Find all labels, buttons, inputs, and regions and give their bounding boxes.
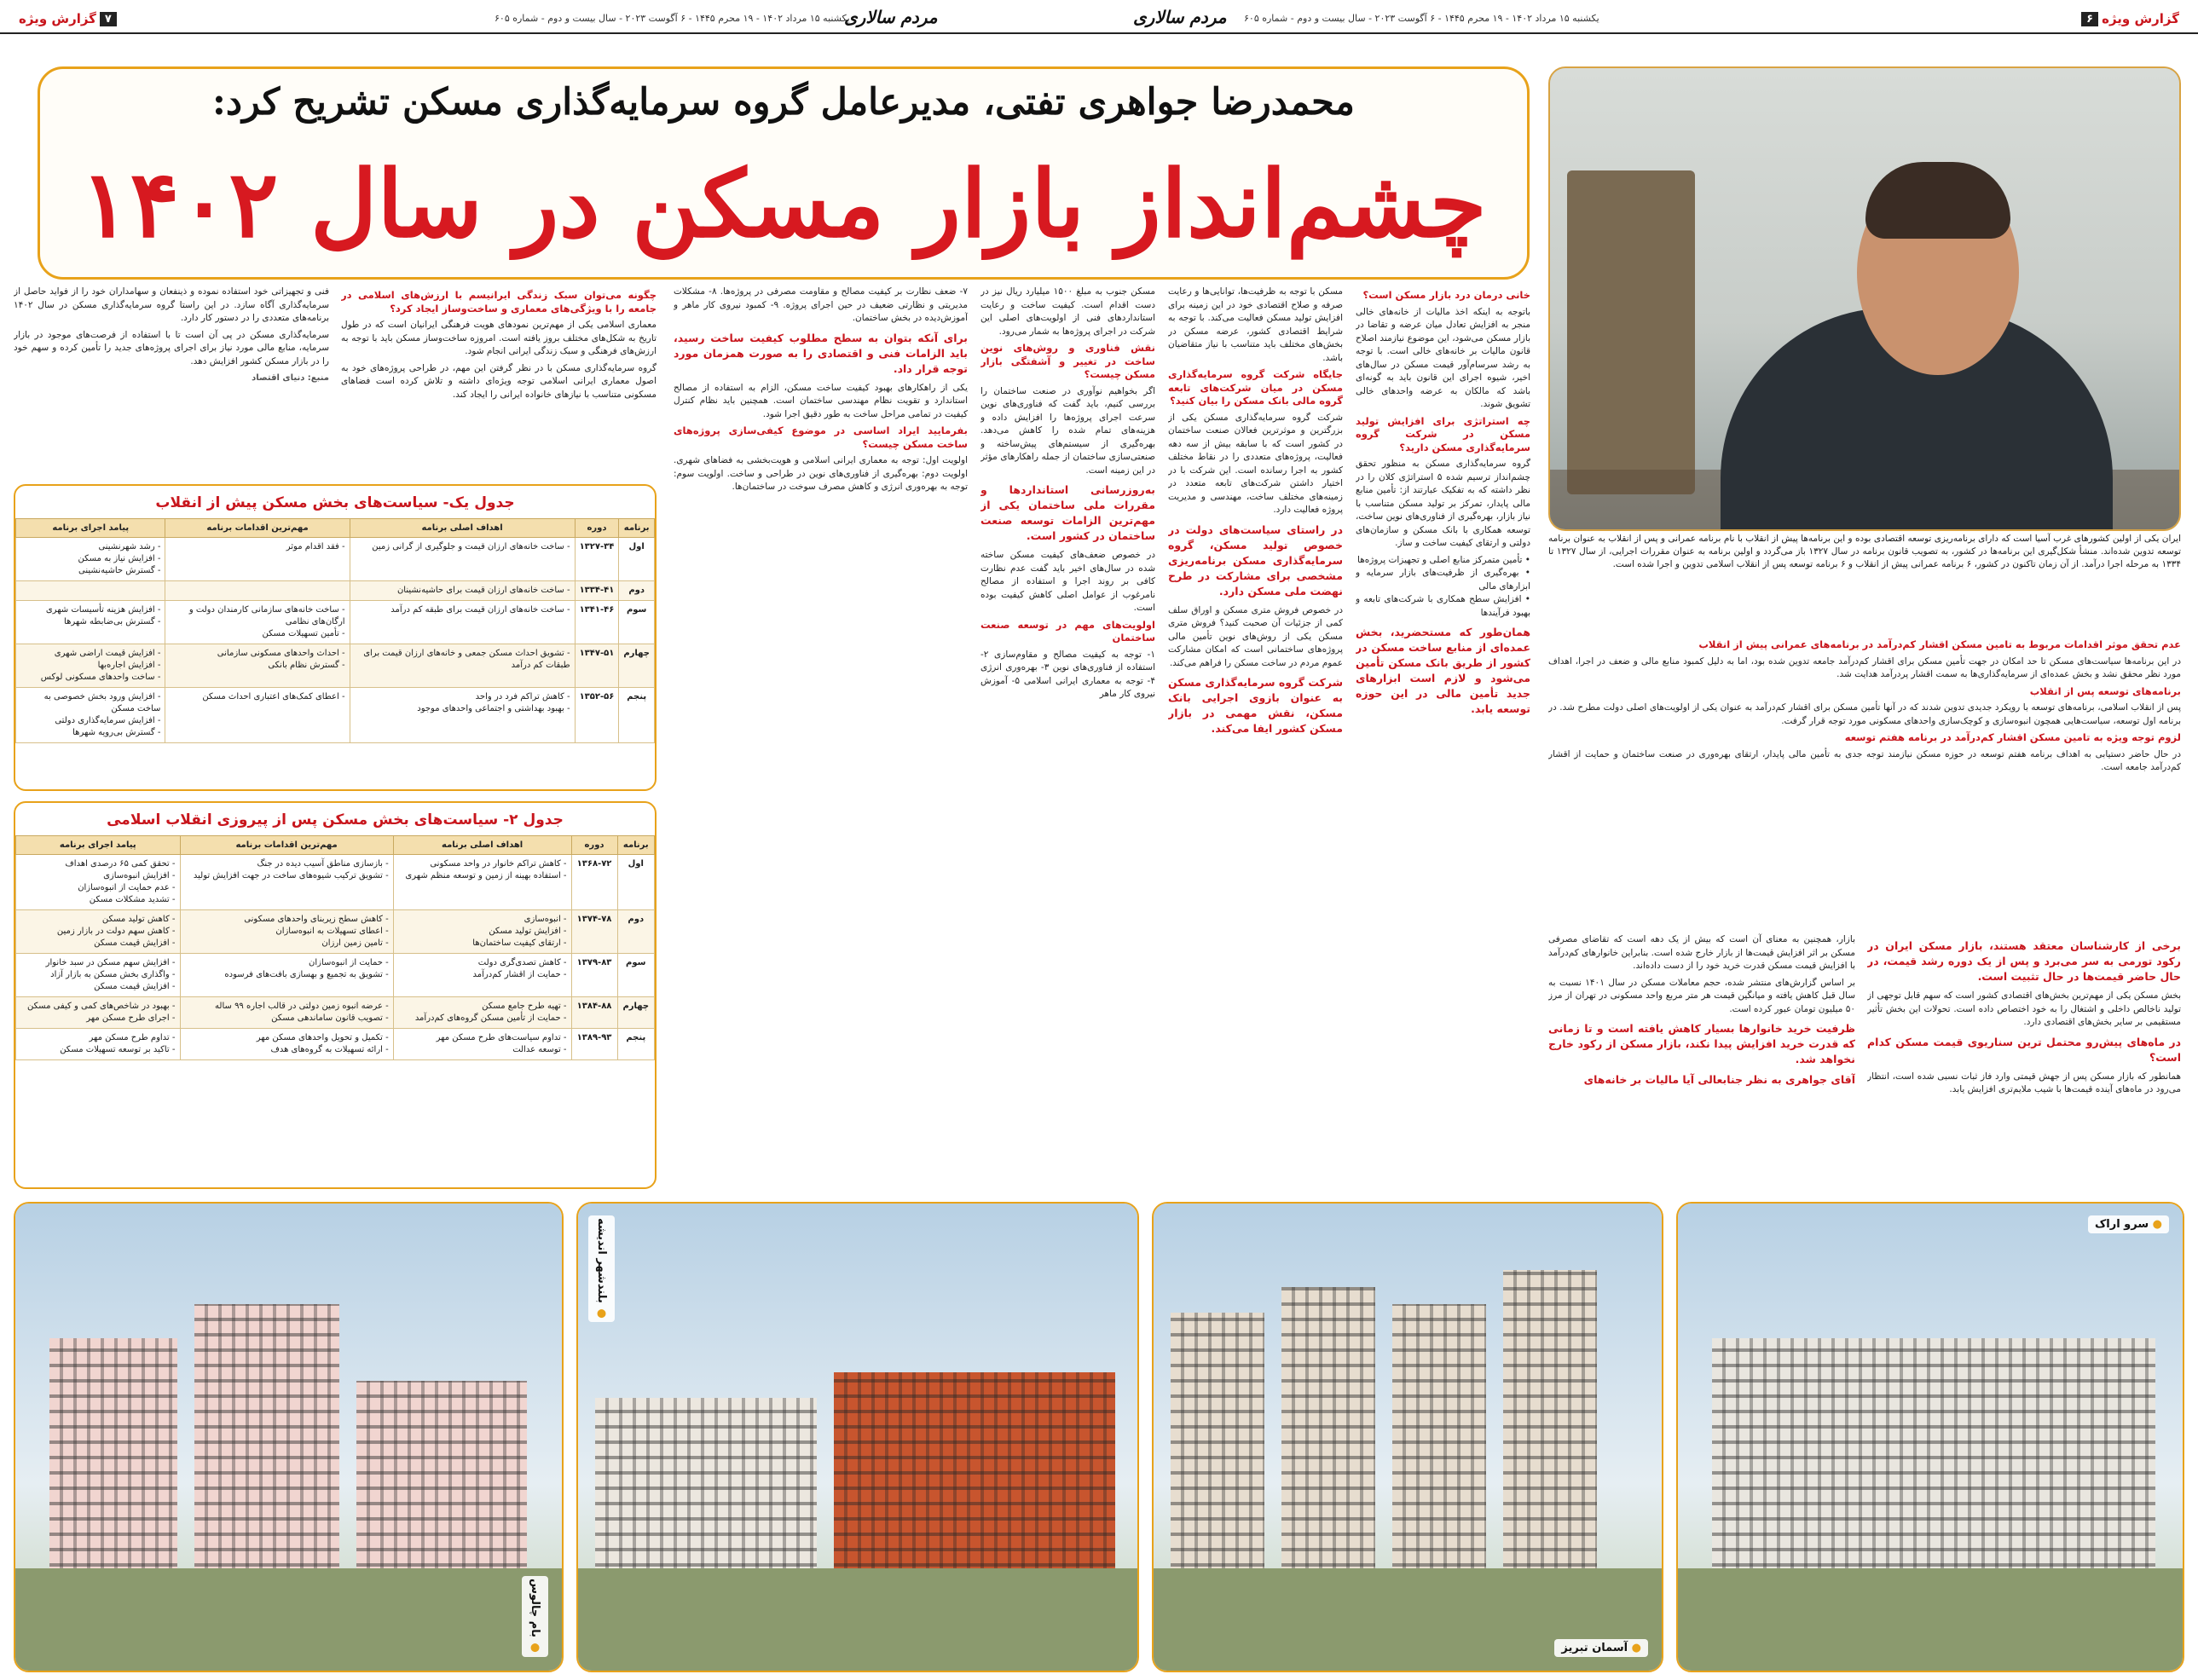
table-cell: - احداث واحدهای مسکونی سازمانی - گسترش نظام بانکی	[165, 644, 350, 688]
table-cell: ۱۳۷۹-۸۳	[571, 954, 617, 997]
table-header-cell: مهم‌ترین اقدامات برنامه	[180, 836, 393, 855]
article-column-4	[674, 286, 968, 1189]
pull-quote: به‌روزرسانی استانداردها و مقررات ملی ساختمان یکی از مهم‌ترین الزامات توسعه صنعت ساختمان در کشور است.	[980, 483, 1155, 542]
table-row	[16, 538, 655, 581]
building-shape	[1503, 1270, 1597, 1594]
paragraph: در خصوص ضعف‌های کیفیت مسکن ساخته شده در سال‌های اخیر باید گفت عدم نظارت کافی بر روند اجرا و استفاده از مصالح نامرغوب از عوامل اصلی کاهش کیفیت بوده است.	[980, 550, 1155, 613]
table-header-cell: دوره	[571, 836, 617, 855]
subheading: لزوم توجه ویژه به تامین مسکن اقشار کم‌درآمد در برنامه هفتم توسعه	[1844, 731, 2181, 743]
paragraph: در حال حاضر دستیابی به اهداف برنامه هفتم توسعه در حوزه مسکن نیازمند توجه جدی به تأمین مالی پایدار، ارتقای بهره‌وری در صنعت ساختمان و حمایت از اقشار کم‌درآمد جامعه است.	[1548, 748, 2181, 772]
project-photo-bam-chalus	[14, 1202, 564, 1672]
left-brand-logo: مردم سالاری	[844, 7, 938, 27]
left-section-label: گزارش ویژه	[19, 11, 96, 26]
photo-caption-1: ● سرو اراک	[2088, 1215, 2169, 1233]
photo-caption-3-text: بلندشهر اندیشه	[595, 1218, 608, 1303]
left-dateline: یکشنبه ۱۵ مرداد ۱۴۰۲ - ۱۹ محرم ۱۴۴۵ - ۶ آگوست ۲۰۲۳ - سال بیست و دوم - شماره ۶۰۵	[495, 13, 850, 24]
table-cell: - ساخت خانه‌های ارزان قیمت برای طبقه کم درآمد	[350, 601, 575, 644]
table-cell: - اعطای کمک‌های اعتباری احداث مسکن	[165, 688, 350, 743]
paragraph: پس از انقلاب اسلامی، برنامه‌های توسعه با رویکرد جدیدی تدوین شدند که در آنها تأمین مسکن برای اقشار کم‌درآمد به عنوان یکی از اولویت‌های اصلی دولت مطرح شد. در برنامه اول توسعه، سیاست‌هایی همچون انبوه‌سازی و کوچک‌سازی واحدهای مسکونی مورد توجه قرار گرفت.	[1548, 702, 2181, 726]
photo-caption-2-text: آسمان تبریز	[1561, 1642, 1628, 1654]
intro-paragraph: ایران یکی از اولین کشورهای غرب آسیا است که دارای برنامه‌ریزی توسعه اقتصادی بوده و این برنامه‌ها پیش از انقلاب با نام برنامه عمرانی و پس از انقلاب به عنوان برنامه توسعه تدوین شده‌اند. منشأ شکل‌گیری این برنامه‌ها در کشور، به تصویب قانون برنامه در سال ۱۳۲۷ باز می‌گردد و اولین برنامه به عنوان مقررات اجرایی، از سال ۱۳۲۷ تا ۱۳۳۴ به مرحله اجرا درآمد. از آن زمان تاکنون در کشور، ۶ برنامه عمرانی پیش از انقلاب و ۶ برنامه توسعه پس از انقلاب اسلامی تدوین و اجرا شده است.	[1548, 534, 2181, 569]
table-cell: ۱۳۶۸-۷۲	[571, 855, 617, 910]
subheading: عدم تحقق موثر اقدامات مربوط به تامین مسکن اقشار کم‌درآمد در برنامه‌های عمرانی پیش از انقلاب	[1698, 638, 2181, 650]
table-cell: - کاهش تراکم فرد در واحد - بهبود بهداشتی و اجتماعی واحدهای موجود	[350, 688, 575, 743]
paragraph: ۷- ضعف نظارت بر کیفیت مصالح و مقاومت مصرفی در پروژه‌ها. ۸- مشکلات مدیریتی و نظارتی ضعیف در حین اجرای پروژه. ۹- کمبود نیروی کار ماهر و آموزش‌دیده در بخش ساختمان.	[674, 286, 968, 323]
table-cell: ۱۳۲۷-۳۴	[575, 538, 619, 581]
table-row	[16, 954, 655, 997]
headline-box	[38, 66, 1530, 280]
table-header-cell: برنامه	[619, 519, 655, 538]
table-cell	[165, 581, 350, 601]
paragraph: در این برنامه‌ها سیاست‌های مسکن تا حد امکان در جهت تأمین مسکن برای اقشار کم‌درآمد جامعه تدوین شده بود، اما به دلیل کمبود منابع مالی و ضعف در اجرا، اهداف مورد نظر محقق نشد و بخش عمده‌ای از سرمایه‌گذاری‌ها به سمت اقشار پردرآمد هدایت شد.	[1548, 655, 2181, 679]
table-cell: - عرضه انبوه زمین دولتی در قالب اجاره ۹۹ ساله - تصویب قانون ساماندهی مسکن	[180, 997, 393, 1029]
paragraph: اولویت اول: توجه به معماری ایرانی اسلامی و هویت‌بخشی به فضاهای شهری. اولویت دوم: بهره‌گیری از فناوری‌های نوین در طراحی و ساخت. اولویت سوم: توجه به بهره‌وری انرژی و کاهش مصرف سوخت در ساختمان‌ها.	[674, 455, 968, 492]
paragraph: فنی و تجهیزاتی خود استفاده نموده و ذینفعان و سهامداران خود را از فواید حاصل از سرمایه‌گذاری آگاه سازد. در این راستا گروه سرمایه‌گذاری مسکن در سال ۱۴۰۲ برنامه‌های متعددی را در دستور کار دارد.	[14, 286, 329, 323]
table-header-cell: دوره	[575, 519, 619, 538]
table-cell: - تداوم سیاست‌های طرح مسکن مهر - توسعه عدالت	[393, 1029, 571, 1060]
table-cell: - بازسازی مناطق آسیب دیده در جنگ - تشویق ترکیب شیوه‌های ساخت در جهت افزایش تولید	[180, 855, 393, 910]
table-cell: - افزایش سهم مسکن در سبد خانوار - واگذاری بخش مسکن به بازار آزاد - افزایش قیمت مسکن	[16, 954, 181, 997]
table-row	[16, 688, 655, 743]
table-cell: چهارم	[617, 997, 654, 1029]
table-cell: - افزایش ورود بخش خصوصی به ساخت مسکن - افزایش سرمایه‌گذاری دولتی - گسترش بی‌رویه شهرها	[16, 688, 165, 743]
article-column-9	[1548, 933, 1855, 1189]
paragraph: باتوجه به اینکه اخذ مالیات از خانه‌های خالی منجر به افزایش تعادل میان عرضه و تقاضا در بازار مسکن می‌شود، این موضوع نیازمند اصلاح قانون مالیات بر خانه‌های خالی است. با توجه به رشد سرسام‌آور قیمت مسکن در سال‌های اخیر، شیوه اجرای این قانون باید به گونه‌ای باشد که مالکان به عرضه واحدهای خالی تشویق شوند.	[1356, 306, 1530, 409]
right-section-tag	[2069, 9, 2188, 29]
table-cell: - افزایش هزینه تأسیسات شهری - گسترش بی‌ضابطه شهرها	[16, 601, 165, 644]
photo-ground	[15, 1568, 562, 1671]
photo-ground	[578, 1568, 1137, 1671]
table-row	[16, 644, 655, 688]
article-column-3	[980, 286, 1155, 1189]
table-cell: - بهبود در شاخص‌های کمی و کیفی مسکن - اجرای طرح مسکن مهر	[16, 997, 181, 1029]
pull-quote: ظرفیت خرید خانوارها بسیار کاهش یافته است و تا زمانی که قدرت خرید افزایش پیدا نکند، بازار مسکن از رکود خارج نخواهد شد.	[1548, 1022, 1855, 1065]
building-shape	[1392, 1304, 1486, 1594]
table-cell: - حمایت از انبوه‌سازان - تشویق به تجمیع و بهسازی بافت‌های فرسوده	[180, 954, 393, 997]
table-header-cell: اهداف اصلی برنامه	[350, 519, 575, 538]
table-cell: اول	[617, 855, 654, 910]
paragraph: مسکن با توجه به ظرفیت‌ها، توانایی‌ها و رعایت صرفه و صلاح اقتصادی خود در این زمینه برای افزایش تولید مسکن فعالیت می‌کند. با توجه به شرایط اقتصادی کشور، عرضه مسکن در بخش‌های مختلف باید متناسب با نیاز متقاضیان باشد.	[1168, 286, 1343, 363]
table-cell: سوم	[619, 601, 655, 644]
photo-ground	[1678, 1568, 2183, 1671]
article-column-7	[1548, 635, 2181, 925]
pull-quote: آقای جواهری به نظر جنابعالی آیا مالیات بر خانه‌های	[1583, 1073, 1855, 1086]
paragraph: ۱- توجه به کیفیت مصالح و مقاوم‌سازی ۲- استفاده از فناوری‌های نوین ۳- بهره‌وری انرژی ۴- توجه به معماری ایرانی اسلامی ۵- آموزش نیروی کار ماهر	[980, 649, 1155, 699]
article-column-6	[14, 286, 329, 473]
table-cell: - کاهش تولید مسکن - کاهش سهم دولت در بازار زمین - افزایش قیمت مسکن	[16, 910, 181, 954]
paragraph: سرمایه‌گذاری مسکن در پی آن است تا با استفاده از فرصت‌های موجود در بازار سرمایه، منابع مالی مورد نیاز برای اجرای پروژه‌های جدید را تأمین کرده و سهم خود را در بازار مسکن کشور افزایش دهد.	[14, 329, 329, 367]
table-1-title: جدول یک- سیاست‌های بخش مسکن پیش از انقلاب	[155, 494, 515, 511]
subheading: چه استراتژی برای افزایش تولید مسکن در شرکت گروه سرمایه‌گذاری مسکن دارید؟	[1356, 414, 1530, 453]
table-cell: پنجم	[617, 1029, 654, 1060]
table-cell: ۱۳۸۴-۸۸	[571, 997, 617, 1029]
table-cell: - تحقق کمی ۶۵ درصدی اهداف - افزایش انبوه‌سازی - عدم حمایت از انبوه‌سازان - تشدید مشکلات مسکن	[16, 855, 181, 910]
table-cell: - تداوم طرح مسکن مهر - تاکید بر توسعه تسهیلات مسکن	[16, 1029, 181, 1060]
left-section-tag	[10, 9, 129, 29]
table-cell: - فقد اقدام موثر	[165, 538, 350, 581]
article-column-8	[1867, 933, 2181, 1189]
pull-quote: شرکت گروه سرمایه‌گذاری مسکن به عنوان بازوی اجرایی بانک مسکن، نقش مهمی در بازار مسکن کشور ایفا می‌کند.	[1168, 676, 1343, 735]
table-cell: دوم	[619, 581, 655, 601]
table-2-title: جدول ۲- سیاست‌های بخش مسکن پس از پیروزی انقلاب اسلامی	[107, 811, 564, 828]
photo-caption-4: ● بام چالوس	[522, 1576, 548, 1657]
right-brand-logo: مردم سالاری	[1133, 7, 1227, 27]
table-row	[16, 910, 655, 954]
subheading: بفرمایید ایراد اساسی در موضوع کیفی‌سازی پروژه‌های ساخت مسکن چیست؟	[674, 424, 968, 450]
table-cell: ۱۳۴۱-۴۶	[575, 601, 619, 644]
pull-quote: همان‌طور که مستحضرید، بخش عمده‌ای از منابع ساخت مسکن در کشور از طریق بانک مسکن تأمین می‌شود و لازم است ابزارهای جدید تأمین مالی در این حوزه توسعه یابد.	[1356, 626, 1530, 715]
left-page-number: ۷	[100, 12, 117, 26]
table-row	[16, 855, 655, 910]
paragraph: یکی از راهکارهای بهبود کیفیت ساخت مسکن، الزام به استفاده از مصالح استاندارد و تقویت نظام مهندسی ساختمان است. همچنین باید نظام کنترل کیفیت در تمامی مراحل ساخت به طور دقیق اجرا شود.	[674, 382, 968, 419]
article-column-5	[341, 286, 657, 473]
photo-strip	[14, 1202, 2184, 1672]
pull-quote: در ماه‌های پیش‌رو محتمل ترین سناریوی قیمت مسکن کدام است؟	[1867, 1035, 2181, 1064]
paragraph: بر اساس گزارش‌های منتشر شده، حجم معاملات مسکن در سال ۱۴۰۱ نسبت به سال قبل کاهش یافته و میانگین قیمت هر متر مربع واحد مسکونی در تهران از مرز ۵۰ میلیون تومان عبور کرده است.	[1548, 977, 1855, 1014]
table-cell: اول	[619, 538, 655, 581]
building-shape	[194, 1304, 339, 1594]
right-section-label: گزارش ویژه	[2102, 11, 2179, 26]
photo-caption-4-text: بام چالوس	[529, 1579, 541, 1638]
table-row	[16, 1029, 655, 1060]
paragraph: بخش مسکن یکی از مهم‌ترین بخش‌های اقتصادی کشور است که سهم قابل توجهی از تولید ناخالص داخلی و اشتغال را به خود اختصاص داده است. تحولات این بخش تأثیر مستقیمی بر سایر بخش‌های اقتصادی دارد.	[1867, 990, 2181, 1027]
table-cell: دوم	[617, 910, 654, 954]
paragraph: بازار، همچنین به معنای آن است که بیش از یک دهه است که تقاضای مصرفی مسکن بر اثر افزایش قیمت‌ها از بازار خارج شده است. بنابراین خانوارهای کم‌درآمد با افزایش قیمت مسکن قدرت خرید خود را از دست داده‌اند.	[1548, 934, 1855, 971]
table-header-cell: پیامد اجرای برنامه	[16, 836, 181, 855]
project-photo-aseman-tabriz	[1152, 1202, 1663, 1672]
subheading: نقش فناوری و روش‌های نوین ساخت در تغییر و آشفتگی بازار مسکن چیست؟	[980, 342, 1155, 380]
pull-quote: برای آنکه بتوان به سطح مطلوب کیفیت ساخت رسید، باید الزامات فنی و اقتصادی را به صورت همزمان مورد توجه قرار داد.	[674, 331, 968, 375]
source-credit: منبع: دنیای اقتصاد	[252, 373, 329, 383]
building-shape	[1281, 1287, 1375, 1594]
table-header-cell: اهداف اصلی برنامه	[393, 836, 571, 855]
paragraph: همانطور که بازار مسکن پس از جهش قیمتی وارد فاز ثبات نسبی شده است، انتظار می‌رود در ماه‌های آینده قیمت‌ها با شیب ملایم‌تری افزایش یابد.	[1867, 1071, 2181, 1094]
subheading: برنامه‌های توسعه پس از انقلاب	[2029, 684, 2181, 697]
table-header-cell: مهم‌ترین اقدامات برنامه	[165, 519, 350, 538]
building-shape	[49, 1338, 177, 1594]
table-cell: - رشد شهرنشینی - افزایش نیاز به مسکن - گسترش حاشیه‌نشینی	[16, 538, 165, 581]
photo-caption-2: ● آسمان تبریز	[1554, 1639, 1648, 1657]
table-cell: - ساخت خانه‌های ارزان قیمت برای حاشیه‌نشینان	[350, 581, 575, 601]
paragraph: • تأمین متمرکز منابع اصلی و تجهیزات پروژه‌ها • بهره‌گیری از ظرفیت‌های بازار سرمایه و ابزارهای مالی • افزایش سطح همکاری با شرکت‌های تابعه و بهبود فرآیندها	[1356, 554, 1530, 618]
interviewee-photo	[1548, 66, 2181, 531]
table-header-cell: پیامد اجرای برنامه	[16, 519, 165, 538]
photo-bookshelf	[1567, 170, 1695, 494]
table-cell: - تکمیل و تحویل واحدهای مسکن مهر - ارائه تسهیلات به گروه‌های هدف	[180, 1029, 393, 1060]
table-cell: چهارم	[619, 644, 655, 688]
project-photo-andisheh	[576, 1202, 1139, 1672]
paragraph: معماری اسلامی یکی از مهم‌ترین نمودهای هویت فرهنگی ایرانیان است که در طول تاریخ به شکل‌های مختلف بروز یافته است. امروزه ساخت‌وساز مسکن باید با توجه به ارزش‌های فرهنگی و سبک زندگی ایرانی انجام شود.	[341, 320, 657, 356]
table-cell: ۱۳۸۹-۹۳	[571, 1029, 617, 1060]
top-bar	[0, 5, 2198, 34]
paragraph: شرکت گروه سرمایه‌گذاری مسکن یکی از بزرگترین و موثرترین فعالان صنعت ساختمان در کشور است که با سابقه بیش از سه دهه فعالیت، پروژه‌های متعددی را در نقاط مختلف کشور به اجرا رسانده است. این شرکت با در اختیار داشتن شرکت‌های تابعه متعدد در زمینه‌های مختلف ساخت، مهندسی و مدیریت پروژه فعالیت دارد.	[1168, 412, 1343, 515]
table-1-grid	[15, 518, 655, 743]
subheading: اولویت‌های مهم در توسعه صنعت ساختمان	[980, 618, 1155, 644]
building-shape	[1712, 1338, 2155, 1594]
paragraph: مسکن جنوب به مبلغ ۱۵۰۰ میلیارد ریال نیز در دست اقدام است. کیفیت ساخت و رعایت استانداردهای فنی از اولویت‌های اصلی این شرکت در اجرای پروژه‌ها به شمار می‌رود.	[980, 286, 1155, 337]
pull-quote: برخی از کارشناسان معتقد هستند، بازار مسکن ایران در رکود تورمی به سر می‌برد و پس از یک دوره رشد قیمت، در حال حاضر قیمت‌ها در حال تثبیت است.	[1867, 939, 2181, 983]
headline-kicker: محمدرضا جواهری تفتی، مدیرعامل گروه سرمایه‌گذاری مسکن تشریح کرد:	[212, 81, 1355, 124]
table-cell: ۱۳۳۴-۴۱	[575, 581, 619, 601]
photo-caption-1-text: سرو اراک	[2094, 1218, 2149, 1231]
building-shape	[595, 1398, 817, 1594]
pull-quote: در راستای سیاست‌های دولت در خصوص تولید مسکن، گروه سرمایه‌گذاری مسکن برنامه‌ریزی مشخصی برای مشارکت در طرح نهضت ملی مسکن دارد.	[1168, 522, 1343, 598]
table-cell: - کاهش تصدی‌گری دولت - حمایت از اقشار کم‌درآمد	[393, 954, 571, 997]
table-cell: ۱۳۷۴-۷۸	[571, 910, 617, 954]
table-cell: - ساخت خانه‌های ارزان قیمت و جلوگیری از گرانی زمین	[350, 538, 575, 581]
photo-caption-3: ● بلندشهر اندیشه	[588, 1215, 615, 1322]
table-cell: - کاهش تراکم خانوار در واحد مسکونی - استفاده بهینه از زمین و توسعه منظم شهری	[393, 855, 571, 910]
paragraph: اگر بخواهیم نوآوری در صنعت ساختمان را بررسی کنیم، باید گفت که فناوری‌های نوین سرعت اجرای پروژه‌ها را افزایش داده و هزینه‌های تمام شده را کاهش می‌دهد. بهره‌گیری از سیستم‌های پیش‌ساخته و صنعتی‌سازی ساختمان از جمله راهکارهای مؤثر در این زمینه است.	[980, 385, 1155, 476]
article-column-2	[1168, 286, 1343, 1189]
paragraph: گروه سرمایه‌گذاری مسکن با در نظر گرفتن این مهم، در طراحی پروژه‌های خود به اصول معماری ایرانی اسلامی توجه ویژه‌ای داشته و تلاش کرده است فضاهای مسکونی متناسب با نیازهای خانواده ایرانی را ایجاد کند.	[341, 362, 657, 400]
table-cell: - ساخت خانه‌های سازمانی کارمندان دولت و ارگان‌های نظامی - تأمین تسهیلات مسکن	[165, 601, 350, 644]
table-row	[16, 997, 655, 1029]
table-2	[14, 801, 657, 1189]
paragraph: گروه سرمایه‌گذاری مسکن به منظور تحقق چشم‌انداز ترسیم شده ۵ استراتژی کلان را در نظر داشته که به تفکیک عبارتند از: تأمین منابع مالی پایدار، تمرکز بر تولید مسکن متناسب با نیاز بازار، بهره‌گیری از فناوری‌های نوین ساخت، توسعه همکاری با بانک مسکن و سازمان‌های دولتی و ارتقای کیفیت ساخت و ساز.	[1356, 459, 1530, 548]
table-cell: - انبوه‌سازی - افزایش تولید مسکن - ارتقای کیفیت ساختمان‌ها	[393, 910, 571, 954]
subheading: چگونه می‌توان سبک زندگی ایرانیسم با ارزش‌های اسلامی در جامعه را با ویژگی‌های معماری و ساخت‌وساز ایجاد کرد؟	[341, 289, 657, 315]
table-cell: ۱۳۴۷-۵۱	[575, 644, 619, 688]
subheading: خانی درمان درد بازار مسکن است؟	[1362, 289, 1530, 301]
building-shape	[356, 1381, 527, 1594]
headline-title: چشم‌انداز بازار مسکن در سال ۱۴۰۲	[80, 151, 1487, 258]
building-shape	[1171, 1313, 1264, 1594]
table-cell: - افزایش قیمت اراضی شهری - افزایش اجاره‌بها - ساخت واحدهای مسکونی لوکس	[16, 644, 165, 688]
table-1	[14, 484, 657, 791]
table-cell: - تهیه طرح جامع مسکن - حمایت از تأمین مسکن گروه‌های کم‌درآمد	[393, 997, 571, 1029]
table-cell: پنجم	[619, 688, 655, 743]
building-shape	[834, 1372, 1115, 1594]
table-cell: ۱۳۵۲-۵۶	[575, 688, 619, 743]
table-cell: - کاهش سطح زیربنای واحدهای مسکونی - اعطای تسهیلات به انبوه‌سازان - تامین زمین ارزان	[180, 910, 393, 954]
table-2-grid	[15, 835, 655, 1060]
paragraph: در خصوص فروش متری مسکن و اوراق سلف کمی از جزئیات آن صحبت کنید؟ فروش متری مسکن یکی از روش‌های نوین تأمین مالی پروژه‌های ساختمانی است که امکان مشارکت عموم مردم در ساخت مسکن را فراهم می‌کند.	[1168, 604, 1343, 668]
project-photo-sarv-arak	[1676, 1202, 2184, 1672]
table-cell: - تشویق احداث مسکن جمعی و خانه‌های ارزان قیمت برای طبقات کم درآمد	[350, 644, 575, 688]
table-cell	[16, 581, 165, 601]
right-page-header	[1099, 5, 2198, 34]
article-column-1	[1356, 286, 1530, 1189]
table-row	[16, 581, 655, 601]
subheading: جایگاه شرکت گروه سرمایه‌گذاری مسکن در میان شرکت‌های تابعه گروه مالی بانک مسکن را بیان کنید؟	[1168, 368, 1343, 407]
table-cell: سوم	[617, 954, 654, 997]
table-header-cell: برنامه	[617, 836, 654, 855]
table-row	[16, 601, 655, 644]
right-dateline: یکشنبه ۱۵ مرداد ۱۴۰۲ - ۱۹ محرم ۱۴۴۵ - ۶ آگوست ۲۰۲۳ - سال بیست و دوم - شماره ۶۰۵	[1244, 13, 1599, 24]
right-page-number: ۶	[2081, 12, 2098, 26]
left-page-header	[0, 5, 1099, 34]
